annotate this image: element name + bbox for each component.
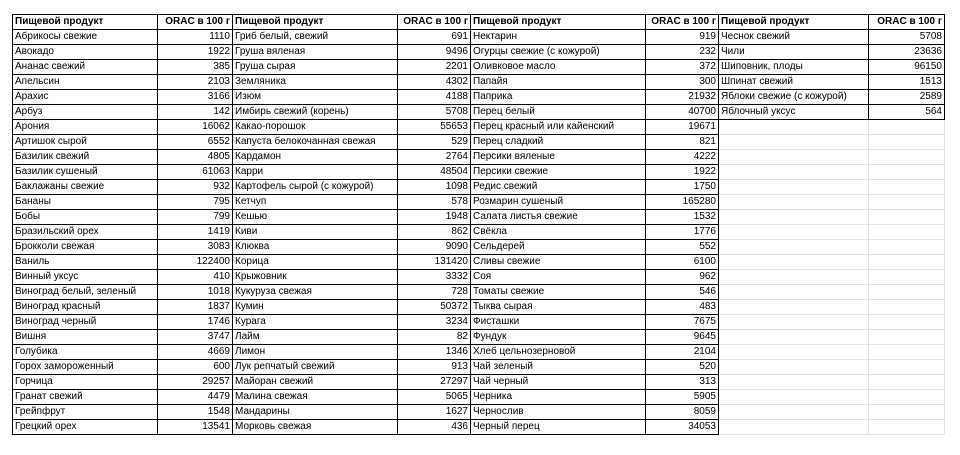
- empty-cell: [719, 285, 869, 300]
- header-orac-2: ORAC в 100 г: [398, 15, 471, 30]
- product-name-cell: Майоран свежий: [233, 375, 398, 390]
- header-product-2: Пищевой продукт: [233, 15, 398, 30]
- product-name-cell: Перец сладкий: [471, 135, 646, 150]
- product-name-cell: Гриб белый, свежий: [233, 30, 398, 45]
- orac-value-cell: 1922: [646, 165, 719, 180]
- product-name-cell: Арония: [13, 120, 158, 135]
- product-name-cell: Арахис: [13, 90, 158, 105]
- product-name-cell: Базилик сушеный: [13, 165, 158, 180]
- product-name-cell: Бананы: [13, 195, 158, 210]
- orac-value-cell: 13541: [158, 420, 233, 435]
- orac-value-cell: 1018: [158, 285, 233, 300]
- orac-table: [12, 14, 945, 435]
- orac-value-cell: 520: [646, 360, 719, 375]
- orac-value-cell: 483: [646, 300, 719, 315]
- product-name-cell: Папайя: [471, 75, 646, 90]
- orac-value-cell: 3083: [158, 240, 233, 255]
- product-name-cell: Земляника: [233, 75, 398, 90]
- product-name-cell: Фундук: [471, 330, 646, 345]
- product-name-cell: Огурцы свежие (с кожурой): [471, 45, 646, 60]
- orac-value-cell: 4302: [398, 75, 471, 90]
- product-name-cell: Бразильский орех: [13, 225, 158, 240]
- product-name-cell: Вишня: [13, 330, 158, 345]
- product-name-cell: Лимон: [233, 345, 398, 360]
- orac-value-cell: 2764: [398, 150, 471, 165]
- orac-value-cell: 1922: [158, 45, 233, 60]
- orac-value-cell: 7675: [646, 315, 719, 330]
- product-name-cell: Карри: [233, 165, 398, 180]
- empty-cell: [869, 210, 945, 225]
- empty-cell: [869, 165, 945, 180]
- product-name-cell: Черника: [471, 390, 646, 405]
- product-name-cell: Хлеб цельнозерновой: [471, 345, 646, 360]
- table-row: [13, 225, 945, 240]
- orac-value-cell: 919: [646, 30, 719, 45]
- empty-cell: [869, 390, 945, 405]
- table-row: [13, 405, 945, 420]
- product-name-cell: Персики свежие: [471, 165, 646, 180]
- empty-cell: [719, 120, 869, 135]
- product-name-cell: Картофель сырой (с кожурой): [233, 180, 398, 195]
- orac-value-cell: 546: [646, 285, 719, 300]
- product-name-cell: Лайм: [233, 330, 398, 345]
- table-row: [13, 420, 945, 435]
- orac-value-cell: 578: [398, 195, 471, 210]
- table-row: [13, 330, 945, 345]
- product-name-cell: Чай черный: [471, 375, 646, 390]
- product-name-cell: Перец белый: [471, 105, 646, 120]
- empty-cell: [719, 405, 869, 420]
- orac-value-cell: 1627: [398, 405, 471, 420]
- orac-value-cell: 862: [398, 225, 471, 240]
- empty-cell: [719, 150, 869, 165]
- orac-value-cell: 8059: [646, 405, 719, 420]
- orac-value-cell: 799: [158, 210, 233, 225]
- product-name-cell: Авокадо: [13, 45, 158, 60]
- orac-value-cell: 932: [158, 180, 233, 195]
- orac-value-cell: 40700: [646, 105, 719, 120]
- orac-value-cell: 4805: [158, 150, 233, 165]
- table-row: [13, 300, 945, 315]
- empty-cell: [869, 225, 945, 240]
- empty-cell: [869, 300, 945, 315]
- orac-value-cell: 1750: [646, 180, 719, 195]
- table-row: [13, 75, 945, 90]
- empty-cell: [869, 150, 945, 165]
- empty-cell: [719, 345, 869, 360]
- product-name-cell: Персики вяленые: [471, 150, 646, 165]
- empty-cell: [869, 120, 945, 135]
- empty-cell: [719, 165, 869, 180]
- orac-value-cell: 1746: [158, 315, 233, 330]
- orac-value-cell: 300: [646, 75, 719, 90]
- product-name-cell: Фисташки: [471, 315, 646, 330]
- empty-cell: [869, 345, 945, 360]
- product-name-cell: Крыжовник: [233, 270, 398, 285]
- orac-value-cell: 385: [158, 60, 233, 75]
- table-row: [13, 150, 945, 165]
- empty-cell: [719, 270, 869, 285]
- empty-cell: [869, 315, 945, 330]
- orac-value-cell: 913: [398, 360, 471, 375]
- orac-value-cell: 4188: [398, 90, 471, 105]
- product-name-cell: Сливы свежие: [471, 255, 646, 270]
- empty-cell: [719, 135, 869, 150]
- table-row: [13, 345, 945, 360]
- product-name-cell: Салата листья свежие: [471, 210, 646, 225]
- table-row: [13, 360, 945, 375]
- orac-value-cell: 1110: [158, 30, 233, 45]
- header-orac-1: ORAC в 100 г: [158, 15, 233, 30]
- orac-value-cell: 19671: [646, 120, 719, 135]
- product-name-cell: Свёкла: [471, 225, 646, 240]
- orac-value-cell: 313: [646, 375, 719, 390]
- product-name-cell: Кетчуп: [233, 195, 398, 210]
- orac-value-cell: 4669: [158, 345, 233, 360]
- product-name-cell: Киви: [233, 225, 398, 240]
- orac-value-cell: 1419: [158, 225, 233, 240]
- product-name-cell: Редис свежий: [471, 180, 646, 195]
- orac-value-cell: 691: [398, 30, 471, 45]
- orac-value-cell: 3747: [158, 330, 233, 345]
- orac-value-cell: 48504: [398, 165, 471, 180]
- product-name-cell: Абрикосы свежие: [13, 30, 158, 45]
- empty-cell: [869, 405, 945, 420]
- orac-value-cell: 3166: [158, 90, 233, 105]
- table-row: [13, 90, 945, 105]
- empty-cell: [869, 330, 945, 345]
- orac-value-cell: 5065: [398, 390, 471, 405]
- header-product-4: Пищевой продукт: [719, 15, 869, 30]
- product-name-cell: Лук репчатый свежий: [233, 360, 398, 375]
- product-name-cell: Оливковое масло: [471, 60, 646, 75]
- table-row: [13, 45, 945, 60]
- product-name-cell: Мандарины: [233, 405, 398, 420]
- product-name-cell: Корица: [233, 255, 398, 270]
- orac-value-cell: 1837: [158, 300, 233, 315]
- product-name-cell: Яблоки свежие (с кожурой): [719, 90, 869, 105]
- product-name-cell: Шпинат свежий: [719, 75, 869, 90]
- empty-cell: [719, 360, 869, 375]
- product-name-cell: Груша вяленая: [233, 45, 398, 60]
- empty-cell: [719, 195, 869, 210]
- product-name-cell: Винный уксус: [13, 270, 158, 285]
- table-row: [13, 135, 945, 150]
- orac-value-cell: 1776: [646, 225, 719, 240]
- empty-cell: [719, 420, 869, 435]
- product-name-cell: Артишок сырой: [13, 135, 158, 150]
- table-row: [13, 390, 945, 405]
- product-name-cell: Кешью: [233, 210, 398, 225]
- product-name-cell: Соя: [471, 270, 646, 285]
- table-row: [13, 165, 945, 180]
- orac-value-cell: 552: [646, 240, 719, 255]
- product-name-cell: Виноград белый, зеленый: [13, 285, 158, 300]
- table-row: [13, 285, 945, 300]
- orac-value-cell: 564: [869, 105, 945, 120]
- product-name-cell: Горох замороженный: [13, 360, 158, 375]
- table-row: [13, 120, 945, 135]
- product-name-cell: Розмарин сушеный: [471, 195, 646, 210]
- product-name-cell: Грейпфрут: [13, 405, 158, 420]
- orac-value-cell: 5708: [398, 105, 471, 120]
- empty-cell: [869, 240, 945, 255]
- empty-cell: [719, 255, 869, 270]
- product-name-cell: Нектарин: [471, 30, 646, 45]
- orac-value-cell: 21932: [646, 90, 719, 105]
- product-name-cell: Виноград красный: [13, 300, 158, 315]
- product-name-cell: Чернослив: [471, 405, 646, 420]
- product-name-cell: Ананас свежий: [13, 60, 158, 75]
- header-row: [13, 15, 945, 30]
- orac-value-cell: 1098: [398, 180, 471, 195]
- orac-value-cell: 1548: [158, 405, 233, 420]
- product-name-cell: Гранат свежий: [13, 390, 158, 405]
- orac-value-cell: 16062: [158, 120, 233, 135]
- product-name-cell: Груша сырая: [233, 60, 398, 75]
- product-name-cell: Сельдерей: [471, 240, 646, 255]
- orac-value-cell: 122400: [158, 255, 233, 270]
- empty-cell: [869, 285, 945, 300]
- product-name-cell: Баклажаны свежие: [13, 180, 158, 195]
- product-name-cell: Горчица: [13, 375, 158, 390]
- orac-value-cell: 27297: [398, 375, 471, 390]
- orac-value-cell: 2104: [646, 345, 719, 360]
- orac-value-cell: 96150: [869, 60, 945, 75]
- orac-value-cell: 82: [398, 330, 471, 345]
- orac-value-cell: 372: [646, 60, 719, 75]
- orac-value-cell: 436: [398, 420, 471, 435]
- orac-value-cell: 29257: [158, 375, 233, 390]
- empty-cell: [869, 420, 945, 435]
- orac-value-cell: 55653: [398, 120, 471, 135]
- orac-value-cell: 9496: [398, 45, 471, 60]
- empty-cell: [719, 180, 869, 195]
- header-orac-4: ORAC в 100 г: [869, 15, 945, 30]
- orac-value-cell: 3234: [398, 315, 471, 330]
- product-name-cell: Арбуз: [13, 105, 158, 120]
- product-name-cell: Брокколи свежая: [13, 240, 158, 255]
- orac-value-cell: 232: [646, 45, 719, 60]
- empty-cell: [719, 240, 869, 255]
- orac-value-cell: 4222: [646, 150, 719, 165]
- orac-value-cell: 5905: [646, 390, 719, 405]
- empty-cell: [719, 330, 869, 345]
- orac-value-cell: 1948: [398, 210, 471, 225]
- orac-value-cell: 61063: [158, 165, 233, 180]
- orac-value-cell: 6100: [646, 255, 719, 270]
- orac-value-cell: 1532: [646, 210, 719, 225]
- empty-cell: [719, 390, 869, 405]
- empty-cell: [869, 255, 945, 270]
- orac-value-cell: 2103: [158, 75, 233, 90]
- product-name-cell: Кукуруза свежая: [233, 285, 398, 300]
- product-name-cell: Имбирь свежий (корень): [233, 105, 398, 120]
- orac-value-cell: 2589: [869, 90, 945, 105]
- header-product-3: Пищевой продукт: [471, 15, 646, 30]
- product-name-cell: Чеснок свежий: [719, 30, 869, 45]
- empty-cell: [869, 135, 945, 150]
- empty-cell: [719, 375, 869, 390]
- empty-cell: [719, 300, 869, 315]
- product-name-cell: Клюква: [233, 240, 398, 255]
- product-name-cell: Голубика: [13, 345, 158, 360]
- table-row: [13, 105, 945, 120]
- table-row: [13, 240, 945, 255]
- orac-value-cell: 9645: [646, 330, 719, 345]
- orac-value-cell: 3332: [398, 270, 471, 285]
- header-orac-3: ORAC в 100 г: [646, 15, 719, 30]
- orac-value-cell: 9090: [398, 240, 471, 255]
- table-row: [13, 255, 945, 270]
- orac-value-cell: 2201: [398, 60, 471, 75]
- orac-value-cell: 728: [398, 285, 471, 300]
- empty-cell: [869, 195, 945, 210]
- orac-value-cell: 23636: [869, 45, 945, 60]
- table-row: [13, 60, 945, 75]
- product-name-cell: Базилик свежий: [13, 150, 158, 165]
- orac-value-cell: 821: [646, 135, 719, 150]
- table-row: [13, 210, 945, 225]
- orac-value-cell: 1346: [398, 345, 471, 360]
- orac-value-cell: 5708: [869, 30, 945, 45]
- table-row: [13, 195, 945, 210]
- product-name-cell: Кумин: [233, 300, 398, 315]
- product-name-cell: Изюм: [233, 90, 398, 105]
- orac-value-cell: 142: [158, 105, 233, 120]
- product-name-cell: Какао-порошок: [233, 120, 398, 135]
- product-name-cell: Капуста белокочанная свежая: [233, 135, 398, 150]
- product-name-cell: Кардамон: [233, 150, 398, 165]
- product-name-cell: Ваниль: [13, 255, 158, 270]
- empty-cell: [869, 180, 945, 195]
- product-name-cell: Тыква сырая: [471, 300, 646, 315]
- orac-value-cell: 131420: [398, 255, 471, 270]
- empty-cell: [869, 360, 945, 375]
- orac-value-cell: 962: [646, 270, 719, 285]
- table-row: [13, 30, 945, 45]
- empty-cell: [719, 225, 869, 240]
- empty-cell: [869, 270, 945, 285]
- product-name-cell: Грецкий орех: [13, 420, 158, 435]
- orac-value-cell: 165280: [646, 195, 719, 210]
- header-product-1: Пищевой продукт: [13, 15, 158, 30]
- product-name-cell: Черный перец: [471, 420, 646, 435]
- product-name-cell: Малина свежая: [233, 390, 398, 405]
- product-name-cell: Чай зеленый: [471, 360, 646, 375]
- product-name-cell: Апельсин: [13, 75, 158, 90]
- orac-value-cell: 34053: [646, 420, 719, 435]
- table-row: [13, 270, 945, 285]
- table-row: [13, 375, 945, 390]
- table-row: [13, 315, 945, 330]
- empty-cell: [869, 375, 945, 390]
- empty-cell: [719, 210, 869, 225]
- orac-value-cell: 795: [158, 195, 233, 210]
- product-name-cell: Томаты свежие: [471, 285, 646, 300]
- orac-value-cell: 410: [158, 270, 233, 285]
- product-name-cell: Курага: [233, 315, 398, 330]
- orac-value-cell: 50372: [398, 300, 471, 315]
- product-name-cell: Перец красный или кайенский: [471, 120, 646, 135]
- orac-value-cell: 529: [398, 135, 471, 150]
- orac-value-cell: 600: [158, 360, 233, 375]
- table-row: [13, 180, 945, 195]
- product-name-cell: Виноград черный: [13, 315, 158, 330]
- product-name-cell: Чили: [719, 45, 869, 60]
- product-name-cell: Яблочный уксус: [719, 105, 869, 120]
- orac-value-cell: 4479: [158, 390, 233, 405]
- product-name-cell: Шиповник, плоды: [719, 60, 869, 75]
- orac-value-cell: 1513: [869, 75, 945, 90]
- empty-cell: [719, 315, 869, 330]
- orac-value-cell: 6552: [158, 135, 233, 150]
- product-name-cell: Бобы: [13, 210, 158, 225]
- orac-spreadsheet: [12, 14, 945, 435]
- product-name-cell: Морковь свежая: [233, 420, 398, 435]
- product-name-cell: Паприка: [471, 90, 646, 105]
